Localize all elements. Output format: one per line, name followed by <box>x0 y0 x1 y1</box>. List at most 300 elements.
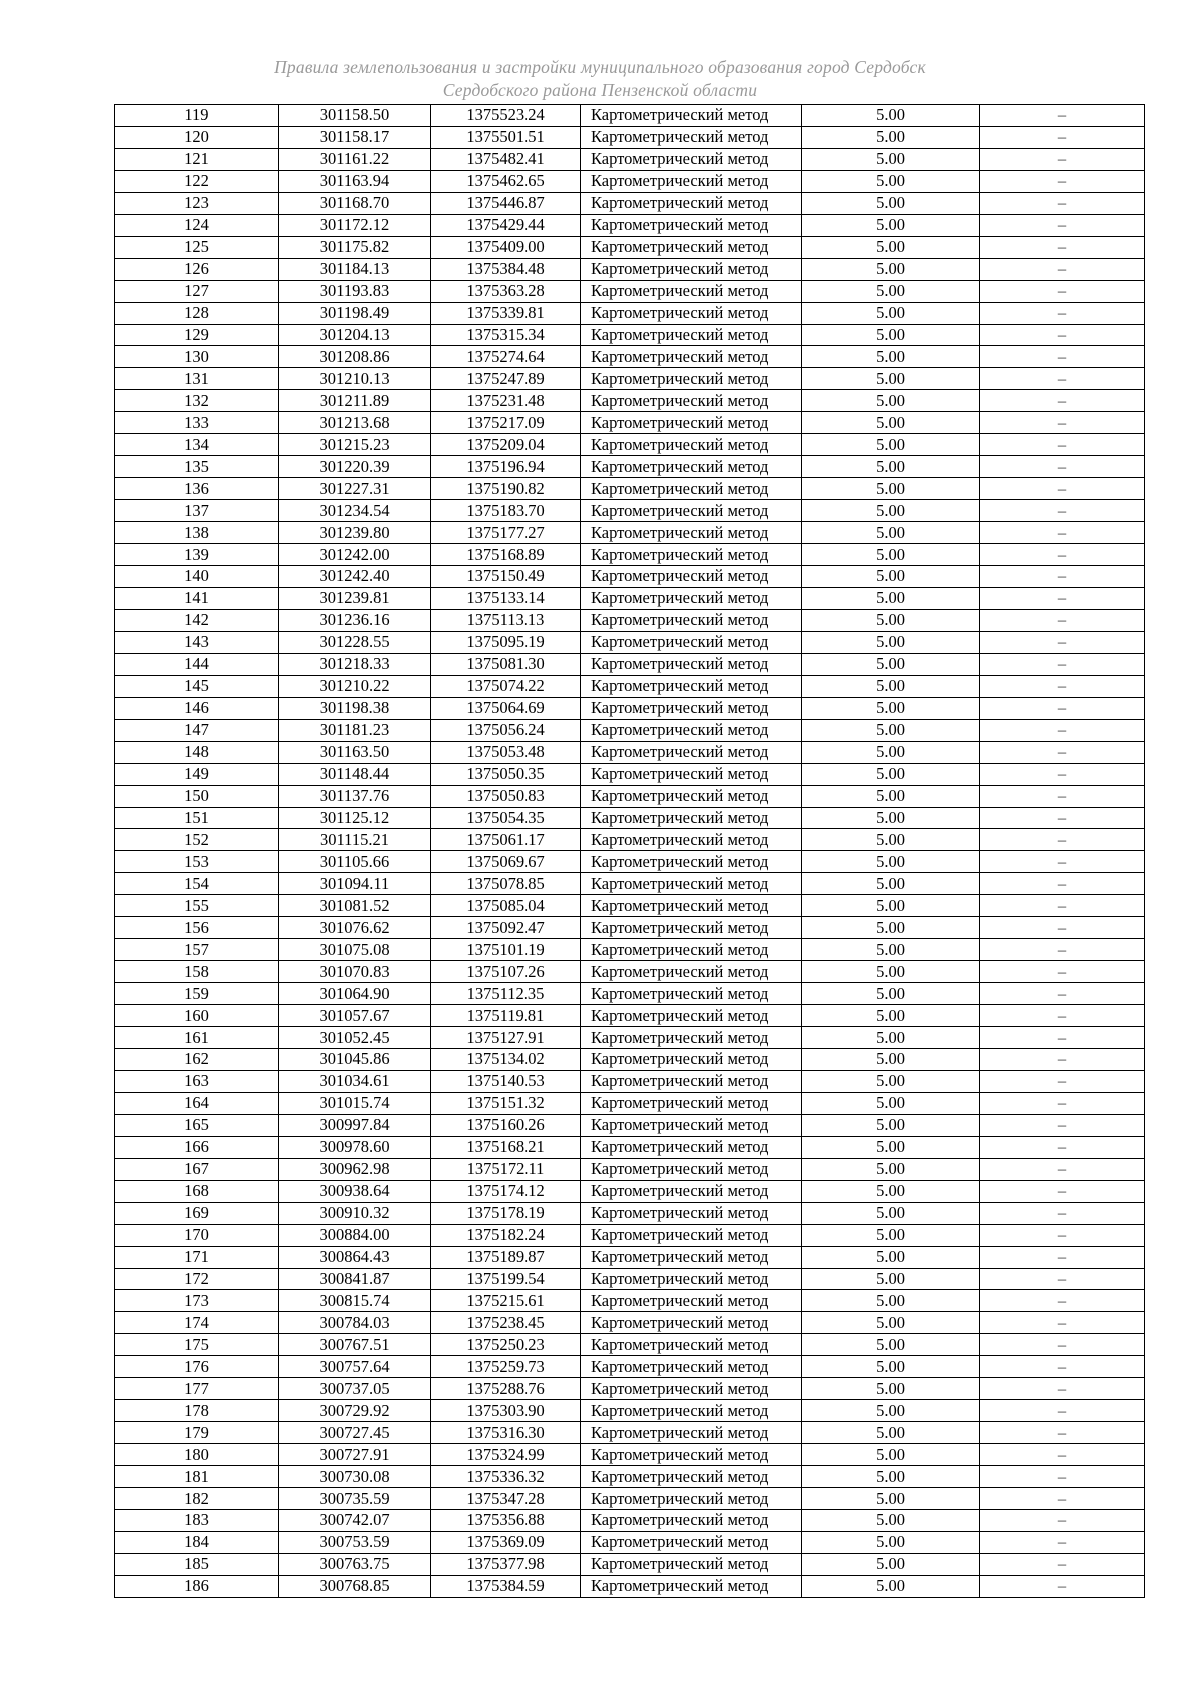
x-coordinate-cell: 300910.32 <box>279 1202 431 1224</box>
table-row <box>115 126 1145 148</box>
note-cell: – <box>980 105 1145 127</box>
note-cell: – <box>980 280 1145 302</box>
accuracy-cell: 5.00 <box>802 105 980 127</box>
y-coordinate-cell: 1375092.47 <box>431 917 581 939</box>
note-cell: – <box>980 478 1145 500</box>
method-cell: Картометрический метод <box>581 785 802 807</box>
x-coordinate-cell: 301215.23 <box>279 434 431 456</box>
x-coordinate-cell: 301163.50 <box>279 741 431 763</box>
point-number-cell: 150 <box>115 785 279 807</box>
y-coordinate-cell: 1375127.91 <box>431 1027 581 1049</box>
accuracy-cell: 5.00 <box>802 1553 980 1575</box>
accuracy-cell: 5.00 <box>802 1027 980 1049</box>
x-coordinate-cell: 300784.03 <box>279 1312 431 1334</box>
y-coordinate-cell: 1375113.13 <box>431 609 581 631</box>
x-coordinate-cell: 301075.08 <box>279 939 431 961</box>
note-cell: – <box>980 1114 1145 1136</box>
method-cell: Картометрический метод <box>581 544 802 566</box>
point-number-cell: 176 <box>115 1356 279 1378</box>
y-coordinate-cell: 1375336.32 <box>431 1466 581 1488</box>
method-cell: Картометрический метод <box>581 587 802 609</box>
table-row <box>115 697 1145 719</box>
y-coordinate-cell: 1375190.82 <box>431 478 581 500</box>
x-coordinate-cell: 301242.40 <box>279 566 431 588</box>
y-coordinate-cell: 1375315.34 <box>431 324 581 346</box>
point-number-cell: 180 <box>115 1444 279 1466</box>
accuracy-cell: 5.00 <box>802 1531 980 1553</box>
point-number-cell: 167 <box>115 1158 279 1180</box>
method-cell: Картометрический метод <box>581 961 802 983</box>
point-number-cell: 161 <box>115 1027 279 1049</box>
method-cell: Картометрический метод <box>581 609 802 631</box>
note-cell: – <box>980 763 1145 785</box>
coordinates-table-body <box>115 105 1145 1598</box>
point-number-cell: 158 <box>115 961 279 983</box>
note-cell: – <box>980 675 1145 697</box>
method-cell: Картометрический метод <box>581 917 802 939</box>
table-row <box>115 939 1145 961</box>
x-coordinate-cell: 301204.13 <box>279 324 431 346</box>
point-number-cell: 139 <box>115 544 279 566</box>
table-row <box>115 346 1145 368</box>
table-row <box>115 1531 1145 1553</box>
y-coordinate-cell: 1375050.35 <box>431 763 581 785</box>
table-row <box>115 1378 1145 1400</box>
accuracy-cell: 5.00 <box>802 719 980 741</box>
y-coordinate-cell: 1375050.83 <box>431 785 581 807</box>
table-row <box>115 675 1145 697</box>
method-cell: Картометрический метод <box>581 1510 802 1532</box>
note-cell: – <box>980 368 1145 390</box>
point-number-cell: 151 <box>115 807 279 829</box>
y-coordinate-cell: 1375095.19 <box>431 631 581 653</box>
y-coordinate-cell: 1375369.09 <box>431 1531 581 1553</box>
x-coordinate-cell: 301163.94 <box>279 170 431 192</box>
x-coordinate-cell: 301234.54 <box>279 500 431 522</box>
method-cell: Картометрический метод <box>581 1005 802 1027</box>
table-row <box>115 390 1145 412</box>
x-coordinate-cell: 301052.45 <box>279 1027 431 1049</box>
point-number-cell: 119 <box>115 105 279 127</box>
method-cell: Картометрический метод <box>581 434 802 456</box>
method-cell: Картометрический метод <box>581 1290 802 1312</box>
point-number-cell: 123 <box>115 192 279 214</box>
table-row <box>115 1422 1145 1444</box>
x-coordinate-cell: 301125.12 <box>279 807 431 829</box>
accuracy-cell: 5.00 <box>802 1488 980 1510</box>
x-coordinate-cell: 301045.86 <box>279 1048 431 1070</box>
table-row <box>115 873 1145 895</box>
point-number-cell: 149 <box>115 763 279 785</box>
accuracy-cell: 5.00 <box>802 1246 980 1268</box>
note-cell: – <box>980 1048 1145 1070</box>
note-cell: – <box>980 1378 1145 1400</box>
y-coordinate-cell: 1375429.44 <box>431 214 581 236</box>
y-coordinate-cell: 1375501.51 <box>431 126 581 148</box>
accuracy-cell: 5.00 <box>802 324 980 346</box>
x-coordinate-cell: 300767.51 <box>279 1334 431 1356</box>
point-number-cell: 181 <box>115 1466 279 1488</box>
x-coordinate-cell: 301239.81 <box>279 587 431 609</box>
y-coordinate-cell: 1375231.48 <box>431 390 581 412</box>
table-row <box>115 1356 1145 1378</box>
accuracy-cell: 5.00 <box>802 258 980 280</box>
y-coordinate-cell: 1375209.04 <box>431 434 581 456</box>
y-coordinate-cell: 1375085.04 <box>431 895 581 917</box>
note-cell: – <box>980 983 1145 1005</box>
table-row <box>115 983 1145 1005</box>
note-cell: – <box>980 1290 1145 1312</box>
table-row <box>115 236 1145 258</box>
table-row <box>115 214 1145 236</box>
y-coordinate-cell: 1375196.94 <box>431 456 581 478</box>
method-cell: Картометрический метод <box>581 763 802 785</box>
note-cell: – <box>980 1466 1145 1488</box>
y-coordinate-cell: 1375168.21 <box>431 1136 581 1158</box>
table-row <box>115 741 1145 763</box>
method-cell: Картометрический метод <box>581 653 802 675</box>
y-coordinate-cell: 1375160.26 <box>431 1114 581 1136</box>
table-row <box>115 1444 1145 1466</box>
x-coordinate-cell: 301105.66 <box>279 851 431 873</box>
method-cell: Картометрический метод <box>581 1070 802 1092</box>
note-cell: – <box>980 719 1145 741</box>
accuracy-cell: 5.00 <box>802 1400 980 1422</box>
accuracy-cell: 5.00 <box>802 1575 980 1597</box>
x-coordinate-cell: 301193.83 <box>279 280 431 302</box>
note-cell: – <box>980 390 1145 412</box>
method-cell: Картометрический метод <box>581 1027 802 1049</box>
accuracy-cell: 5.00 <box>802 829 980 851</box>
point-number-cell: 178 <box>115 1400 279 1422</box>
table-row <box>115 105 1145 127</box>
table-row <box>115 170 1145 192</box>
y-coordinate-cell: 1375409.00 <box>431 236 581 258</box>
accuracy-cell: 5.00 <box>802 697 980 719</box>
note-cell: – <box>980 258 1145 280</box>
note-cell: – <box>980 653 1145 675</box>
point-number-cell: 134 <box>115 434 279 456</box>
x-coordinate-cell: 301242.00 <box>279 544 431 566</box>
note-cell: – <box>980 741 1145 763</box>
accuracy-cell: 5.00 <box>802 1202 980 1224</box>
note-cell: – <box>980 302 1145 324</box>
accuracy-cell: 5.00 <box>802 280 980 302</box>
y-coordinate-cell: 1375182.24 <box>431 1224 581 1246</box>
point-number-cell: 184 <box>115 1531 279 1553</box>
table-row <box>115 1114 1145 1136</box>
accuracy-cell: 5.00 <box>802 1378 980 1400</box>
table-row <box>115 1092 1145 1114</box>
accuracy-cell: 5.00 <box>802 566 980 588</box>
y-coordinate-cell: 1375189.87 <box>431 1246 581 1268</box>
method-cell: Картометрический метод <box>581 829 802 851</box>
method-cell: Картометрический метод <box>581 412 802 434</box>
point-number-cell: 160 <box>115 1005 279 1027</box>
table-row <box>115 1027 1145 1049</box>
x-coordinate-cell: 301208.86 <box>279 346 431 368</box>
accuracy-cell: 5.00 <box>802 1356 980 1378</box>
method-cell: Картометрический метод <box>581 1114 802 1136</box>
point-number-cell: 164 <box>115 1092 279 1114</box>
accuracy-cell: 5.00 <box>802 192 980 214</box>
x-coordinate-cell: 301211.89 <box>279 390 431 412</box>
note-cell: – <box>980 544 1145 566</box>
method-cell: Картометрический метод <box>581 1488 802 1510</box>
method-cell: Картометрический метод <box>581 192 802 214</box>
table-row <box>115 566 1145 588</box>
accuracy-cell: 5.00 <box>802 785 980 807</box>
note-cell: – <box>980 148 1145 170</box>
x-coordinate-cell: 300742.07 <box>279 1510 431 1532</box>
table-row <box>115 1334 1145 1356</box>
point-number-cell: 152 <box>115 829 279 851</box>
y-coordinate-cell: 1375339.81 <box>431 302 581 324</box>
point-number-cell: 141 <box>115 587 279 609</box>
method-cell: Картометрический метод <box>581 346 802 368</box>
x-coordinate-cell: 300763.75 <box>279 1553 431 1575</box>
accuracy-cell: 5.00 <box>802 522 980 544</box>
method-cell: Картометрический метод <box>581 1444 802 1466</box>
point-number-cell: 155 <box>115 895 279 917</box>
method-cell: Картометрический метод <box>581 566 802 588</box>
table-row <box>115 1202 1145 1224</box>
x-coordinate-cell: 300962.98 <box>279 1158 431 1180</box>
x-coordinate-cell: 301076.62 <box>279 917 431 939</box>
y-coordinate-cell: 1375133.14 <box>431 587 581 609</box>
y-coordinate-cell: 1375078.85 <box>431 873 581 895</box>
table-row <box>115 1488 1145 1510</box>
note-cell: – <box>980 1400 1145 1422</box>
accuracy-cell: 5.00 <box>802 368 980 390</box>
method-cell: Картометрический метод <box>581 851 802 873</box>
point-number-cell: 133 <box>115 412 279 434</box>
accuracy-cell: 5.00 <box>802 390 980 412</box>
method-cell: Картометрический метод <box>581 895 802 917</box>
note-cell: – <box>980 895 1145 917</box>
method-cell: Картометрический метод <box>581 1246 802 1268</box>
accuracy-cell: 5.00 <box>802 983 980 1005</box>
accuracy-cell: 5.00 <box>802 895 980 917</box>
point-number-cell: 137 <box>115 500 279 522</box>
table-row <box>115 434 1145 456</box>
x-coordinate-cell: 301081.52 <box>279 895 431 917</box>
table-row <box>115 917 1145 939</box>
x-coordinate-cell: 301218.33 <box>279 653 431 675</box>
x-coordinate-cell: 300978.60 <box>279 1136 431 1158</box>
y-coordinate-cell: 1375288.76 <box>431 1378 581 1400</box>
method-cell: Картометрический метод <box>581 302 802 324</box>
point-number-cell: 138 <box>115 522 279 544</box>
x-coordinate-cell: 301137.76 <box>279 785 431 807</box>
y-coordinate-cell: 1375081.30 <box>431 653 581 675</box>
table-row <box>115 1224 1145 1246</box>
y-coordinate-cell: 1375054.35 <box>431 807 581 829</box>
note-cell: – <box>980 1531 1145 1553</box>
method-cell: Картометрический метод <box>581 1531 802 1553</box>
header-line-2: Сердобского района Пензенской области <box>442 80 758 100</box>
point-number-cell: 145 <box>115 675 279 697</box>
point-number-cell: 170 <box>115 1224 279 1246</box>
accuracy-cell: 5.00 <box>802 434 980 456</box>
accuracy-cell: 5.00 <box>802 1092 980 1114</box>
y-coordinate-cell: 1375053.48 <box>431 741 581 763</box>
note-cell: – <box>980 917 1145 939</box>
point-number-cell: 175 <box>115 1334 279 1356</box>
note-cell: – <box>980 1510 1145 1532</box>
method-cell: Картометрический метод <box>581 1268 802 1290</box>
x-coordinate-cell: 301175.82 <box>279 236 431 258</box>
point-number-cell: 142 <box>115 609 279 631</box>
x-coordinate-cell: 300841.87 <box>279 1268 431 1290</box>
method-cell: Картометрический метод <box>581 1378 802 1400</box>
accuracy-cell: 5.00 <box>802 609 980 631</box>
method-cell: Картометрический метод <box>581 148 802 170</box>
point-number-cell: 166 <box>115 1136 279 1158</box>
note-cell: – <box>980 807 1145 829</box>
x-coordinate-cell: 301161.22 <box>279 148 431 170</box>
accuracy-cell: 5.00 <box>802 456 980 478</box>
note-cell: – <box>980 126 1145 148</box>
y-coordinate-cell: 1375384.59 <box>431 1575 581 1597</box>
x-coordinate-cell: 301198.38 <box>279 697 431 719</box>
accuracy-cell: 5.00 <box>802 148 980 170</box>
note-cell: – <box>980 1356 1145 1378</box>
point-number-cell: 157 <box>115 939 279 961</box>
method-cell: Картометрический метод <box>581 631 802 653</box>
note-cell: – <box>980 500 1145 522</box>
method-cell: Картометрический метод <box>581 1356 802 1378</box>
point-number-cell: 125 <box>115 236 279 258</box>
y-coordinate-cell: 1375074.22 <box>431 675 581 697</box>
point-number-cell: 124 <box>115 214 279 236</box>
point-number-cell: 147 <box>115 719 279 741</box>
table-row <box>115 456 1145 478</box>
accuracy-cell: 5.00 <box>802 478 980 500</box>
accuracy-cell: 5.00 <box>802 675 980 697</box>
method-cell: Картометрический метод <box>581 1553 802 1575</box>
accuracy-cell: 5.00 <box>802 587 980 609</box>
note-cell: – <box>980 1070 1145 1092</box>
x-coordinate-cell: 301057.67 <box>279 1005 431 1027</box>
y-coordinate-cell: 1375069.67 <box>431 851 581 873</box>
method-cell: Картометрический метод <box>581 126 802 148</box>
accuracy-cell: 5.00 <box>802 126 980 148</box>
point-number-cell: 129 <box>115 324 279 346</box>
point-number-cell: 185 <box>115 1553 279 1575</box>
table-row <box>115 631 1145 653</box>
note-cell: – <box>980 961 1145 983</box>
y-coordinate-cell: 1375107.26 <box>431 961 581 983</box>
x-coordinate-cell: 301172.12 <box>279 214 431 236</box>
page-header <box>0 56 1200 102</box>
table-row <box>115 719 1145 741</box>
method-cell: Картометрический метод <box>581 214 802 236</box>
x-coordinate-cell: 301220.39 <box>279 456 431 478</box>
y-coordinate-cell: 1375347.28 <box>431 1488 581 1510</box>
note-cell: – <box>980 1488 1145 1510</box>
table-row <box>115 1136 1145 1158</box>
table-row <box>115 1466 1145 1488</box>
y-coordinate-cell: 1375178.19 <box>431 1202 581 1224</box>
note-cell: – <box>980 324 1145 346</box>
accuracy-cell: 5.00 <box>802 1268 980 1290</box>
point-number-cell: 162 <box>115 1048 279 1070</box>
table-row <box>115 192 1145 214</box>
point-number-cell: 146 <box>115 697 279 719</box>
accuracy-cell: 5.00 <box>802 1224 980 1246</box>
accuracy-cell: 5.00 <box>802 851 980 873</box>
table-row <box>115 1048 1145 1070</box>
method-cell: Картометрический метод <box>581 1334 802 1356</box>
y-coordinate-cell: 1375101.19 <box>431 939 581 961</box>
accuracy-cell: 5.00 <box>802 500 980 522</box>
point-number-cell: 186 <box>115 1575 279 1597</box>
y-coordinate-cell: 1375363.28 <box>431 280 581 302</box>
y-coordinate-cell: 1375177.27 <box>431 522 581 544</box>
table-row <box>115 1510 1145 1532</box>
note-cell: – <box>980 1422 1145 1444</box>
table-row <box>115 258 1145 280</box>
accuracy-cell: 5.00 <box>802 763 980 785</box>
point-number-cell: 172 <box>115 1268 279 1290</box>
point-number-cell: 135 <box>115 456 279 478</box>
accuracy-cell: 5.00 <box>802 939 980 961</box>
note-cell: – <box>980 214 1145 236</box>
point-number-cell: 143 <box>115 631 279 653</box>
y-coordinate-cell: 1375217.09 <box>431 412 581 434</box>
note-cell: – <box>980 434 1145 456</box>
x-coordinate-cell: 301213.68 <box>279 412 431 434</box>
note-cell: – <box>980 456 1145 478</box>
table-row <box>115 1290 1145 1312</box>
accuracy-cell: 5.00 <box>802 1466 980 1488</box>
x-coordinate-cell: 301210.13 <box>279 368 431 390</box>
y-coordinate-cell: 1375112.35 <box>431 983 581 1005</box>
method-cell: Картометрический метод <box>581 1224 802 1246</box>
coordinates-table <box>114 104 1145 1598</box>
table-row <box>115 851 1145 873</box>
point-number-cell: 182 <box>115 1488 279 1510</box>
note-cell: – <box>980 829 1145 851</box>
method-cell: Картометрический метод <box>581 390 802 412</box>
point-number-cell: 183 <box>115 1510 279 1532</box>
y-coordinate-cell: 1375172.11 <box>431 1158 581 1180</box>
x-coordinate-cell: 301115.21 <box>279 829 431 851</box>
point-number-cell: 174 <box>115 1312 279 1334</box>
table-row <box>115 148 1145 170</box>
point-number-cell: 153 <box>115 851 279 873</box>
table-row <box>115 1312 1145 1334</box>
table-row <box>115 653 1145 675</box>
method-cell: Картометрический метод <box>581 873 802 895</box>
accuracy-cell: 5.00 <box>802 170 980 192</box>
accuracy-cell: 5.00 <box>802 1048 980 1070</box>
note-cell: – <box>980 785 1145 807</box>
table-row <box>115 785 1145 807</box>
y-coordinate-cell: 1375140.53 <box>431 1070 581 1092</box>
accuracy-cell: 5.00 <box>802 1312 980 1334</box>
table-row <box>115 544 1145 566</box>
point-number-cell: 171 <box>115 1246 279 1268</box>
x-coordinate-cell: 301064.90 <box>279 983 431 1005</box>
point-number-cell: 168 <box>115 1180 279 1202</box>
y-coordinate-cell: 1375384.48 <box>431 258 581 280</box>
method-cell: Картометрический метод <box>581 697 802 719</box>
method-cell: Картометрический метод <box>581 719 802 741</box>
x-coordinate-cell: 301227.31 <box>279 478 431 500</box>
table-row <box>115 1158 1145 1180</box>
